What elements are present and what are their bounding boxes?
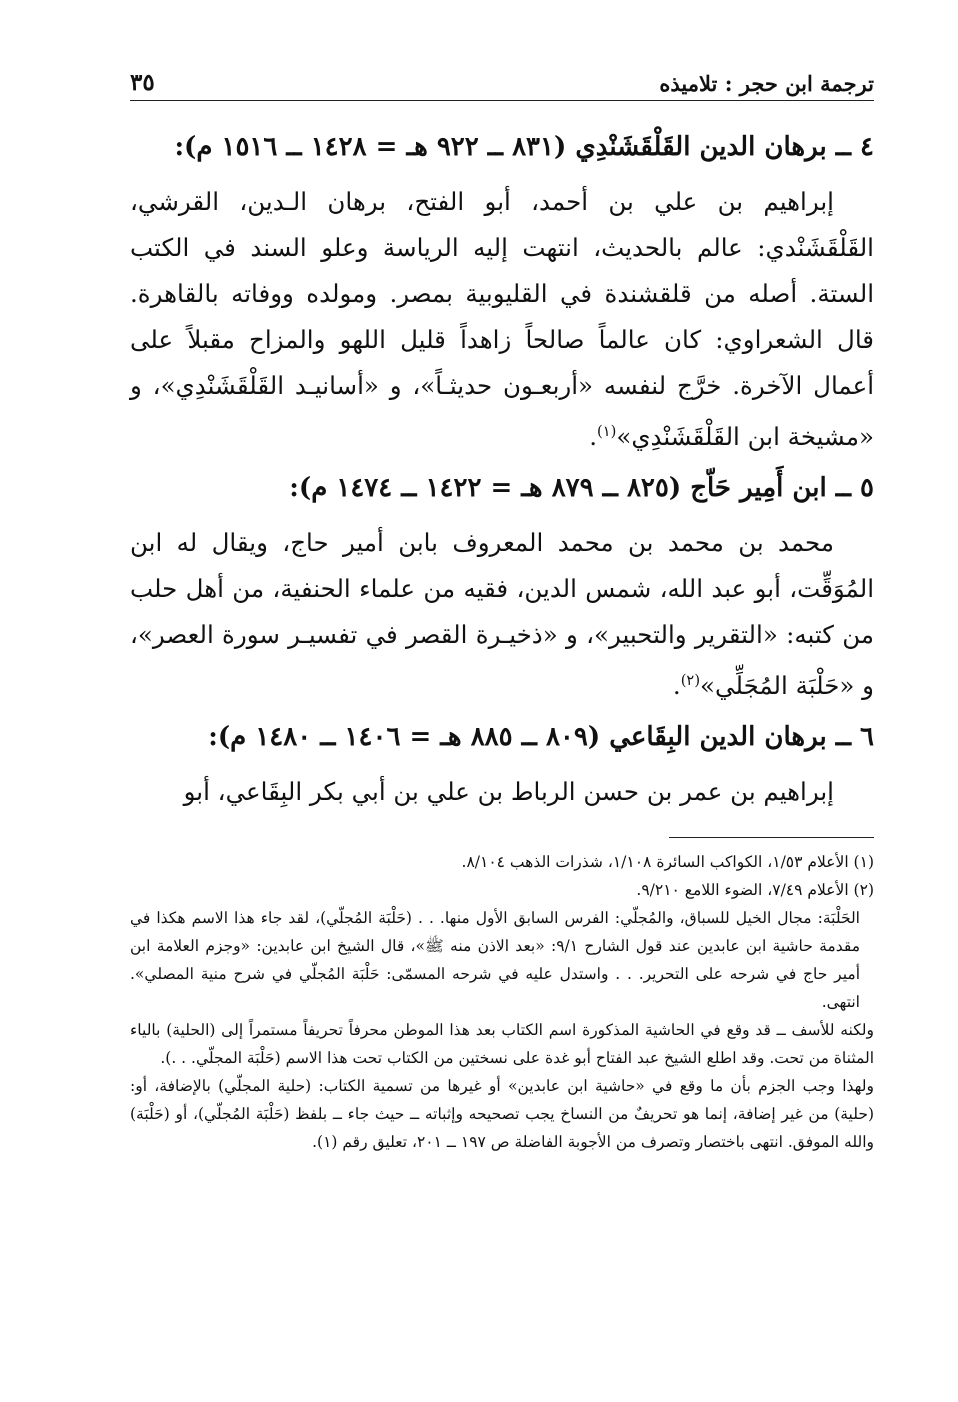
footnote-1: (١) الأعلام ١/٥٣، الكواكب السائرة ١/١٠٨، شذرات الذهب ٨/١٠٤. bbox=[461, 852, 874, 871]
footnote-2: (٢) الأعلام ٧/٤٩، الضوء اللامع ٩/٢١٠. bbox=[636, 880, 874, 899]
entry-heading: ٦ ــ برهان الدين البِقَاعي (٨٠٩ ــ ٨٨٥ هـ = ١٤٠٦ ــ ١٤٨٠ م): bbox=[208, 721, 874, 752]
entry-body-text: إبراهيم بن علي بن أحمد، أبو الفتح، برهان الـدين، القرشي، القَلْقَشَنْدي: عالم بالحديث، انتهت إليه الرياسة وعلو السند في الكتب الستة. أصله من قلقشندة في القليوبية بمصر. ومولده ووفاته بالقاهرة. قال الشعراوي: كان عالماً صالحاً زاهداً قليل اللهو والمزاح مقبلاً على أعمال الآخرة. خرَّج لنفسه «أربعـون حديثـاً»، و «أسانيـد القَلْقَشَنْدِي»، و «مشيخة ابن القَلْقَشَنْدِي» bbox=[130, 186, 874, 451]
footnote-ref[interactable]: (٢) bbox=[680, 671, 701, 689]
entry-biqai bbox=[130, 721, 874, 815]
entry-qalqashandi bbox=[130, 131, 874, 460]
entry-body-text: محمد بن محمد بن محمد المعروف بابن أمير حاج، ويقال له ابن المُوَقِّت، أبو عبد الله، شمس الدين، فقيه من علماء الحنفية، من أهل حلب من كتبه: «التقرير والتحبير»، و «ذخيـرة القصر في تفسيـر سورة العصر»، و «حَلْبَة المُجَلِّي» bbox=[130, 527, 874, 700]
running-title: ترجمة ابن حجر : تلاميذه bbox=[659, 71, 874, 96]
entry-heading: ٥ ــ ابن أَمِير حَاّج (٨٢٥ ــ ٨٧٩ هـ = ١٤٢٢ ــ ١٤٧٤ م): bbox=[289, 472, 874, 503]
sentence-end: . bbox=[672, 670, 681, 700]
footnote-2-note: ولهذا وجب الجزم بأن ما وقع في «حاشية ابن عابدين» أو غيرها من تسمية الكتاب: (حلية المجلّي) بالإضافة، أو: (حلية) من غير إضافة، إنما هو تحريفٌ من النساخ يجب تصحيحه وإثباته ــ حيث جاء ــ بلفظ (حَلْبَة المُجلّي)، أو (حَلْبَة) والله الموفق. انتهى باختصار وتصرف من الأجوبة الفاضلة ص ١٩٧ ــ ٢٠١، تعليق رقم (١). bbox=[130, 1076, 874, 1151]
footnote-divider bbox=[669, 837, 874, 838]
entry-body bbox=[130, 520, 874, 709]
entry-ibn-amir-hajj bbox=[130, 472, 874, 709]
footnote-ref[interactable]: (١) bbox=[597, 422, 617, 440]
sentence-end: . bbox=[589, 421, 598, 451]
footnote-2-note: ولكنه للأسف ــ قد وقع في الحاشية المذكورة اسم الكتاب بعد هذا الموطن محرفاً تحريفاً مستمراً إلى (الحلية) بالياء المثناة من تحت. وقد اطلع الشيخ عبد الفتاح أبو غدة على نسختين من الكتاب تحت هذا الاسم (حَلْبَة المجلّي. . .). bbox=[130, 1020, 874, 1067]
running-header bbox=[130, 56, 874, 101]
page-number: ٣٥ bbox=[130, 69, 155, 96]
entry-body bbox=[130, 769, 874, 815]
footnotes bbox=[130, 848, 874, 1156]
entry-body-text: إبراهيم بن عمر بن حسن الرباط بن علي بن أبي بكر البِقَاعي، أبو bbox=[183, 776, 834, 806]
entry-heading: ٤ ــ برهان الدين القَلْقَشَنْدِي (٨٣١ ــ ٩٢٢ هـ = ١٤٢٨ ــ ١٥١٦ م): bbox=[174, 132, 874, 162]
entry-body bbox=[130, 179, 874, 460]
footnote-2-note: الحَلْبَة: مجال الخيل للسباق، والمُجلّي: الفرس السابق الأول منها. . . (حَلْبَة المُجلّي)، لقد جاء هذا الاسم هكذا في مقدمة حاشية ابن عابدين عند قول الشارح ٩/١: «بعد الاذن منه ﷺ»، قال الشيخ ابن عابدين: «وجزم العلامة ابن أمير حاج في شرحه على التحرير. . . واستدل عليه في شرحه المسمّى: حَلْبَة المُجلّي في شرح منية المصلي». انتهى. bbox=[130, 908, 860, 1011]
